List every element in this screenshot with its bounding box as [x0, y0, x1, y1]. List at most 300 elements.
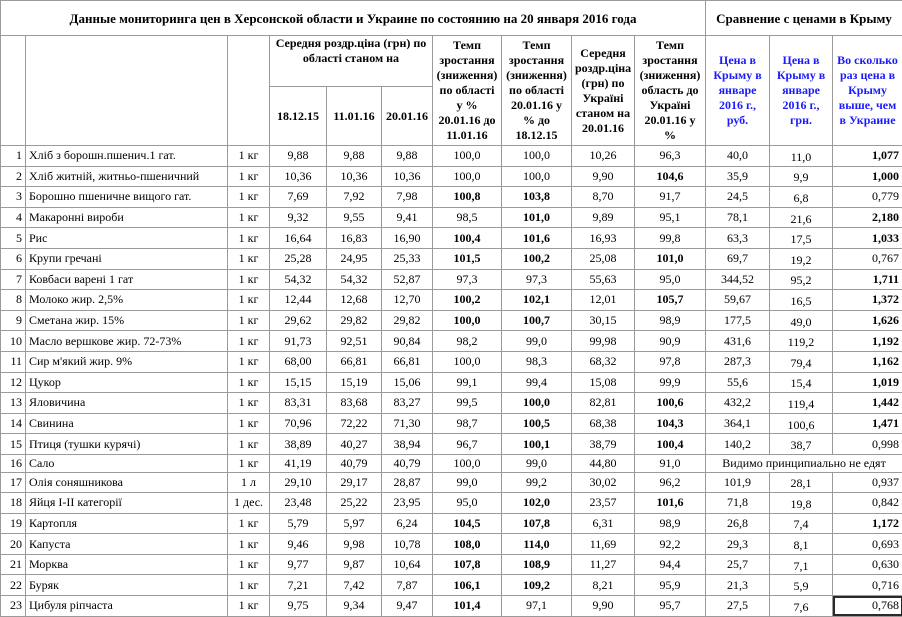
cell-growth-1101[interactable]: 108,0: [433, 534, 502, 555]
cell-growth-1101[interactable]: 100,8: [433, 187, 502, 208]
cell-crimea-rub[interactable]: 71,8: [706, 493, 770, 514]
cell-crimea-uah[interactable]: 16,5: [770, 290, 833, 311]
header-unit[interactable]: [228, 36, 270, 146]
cell-price-1812[interactable]: 38,89: [270, 434, 327, 455]
cell-price-2001[interactable]: 12,70: [382, 290, 433, 311]
cell-product-name[interactable]: Капуста: [26, 534, 228, 555]
header-num[interactable]: [1, 36, 26, 146]
cell-price-2001[interactable]: 9,88: [382, 146, 433, 167]
cell-crimea-rub[interactable]: 25,7: [706, 554, 770, 575]
cell-growth-1101[interactable]: 98,5: [433, 207, 502, 228]
cell-product-name[interactable]: Рис: [26, 228, 228, 249]
cell-growth-1812[interactable]: 100,1: [502, 434, 572, 455]
cell-crimea-uah[interactable]: 79,4: [770, 351, 833, 372]
cell-growth-ukraine[interactable]: 101,0: [635, 248, 706, 269]
cell-price-ukraine[interactable]: 9,90: [572, 166, 635, 187]
cell-price-2001[interactable]: 38,94: [382, 434, 433, 455]
cell-ratio[interactable]: 1,372: [833, 290, 902, 311]
cell-unit[interactable]: 1 кг: [228, 290, 270, 311]
cell-crimea-uah[interactable]: 119,4: [770, 393, 833, 414]
cell-price-ukraine[interactable]: 16,93: [572, 228, 635, 249]
cell-product-name[interactable]: Цибуля ріпчаста: [26, 596, 228, 617]
cell-price-ukraine[interactable]: 9,89: [572, 207, 635, 228]
cell-unit[interactable]: 1 кг: [228, 534, 270, 555]
header-crimea-rub[interactable]: Цена в Крыму в январе 2016 г., руб.: [706, 36, 770, 146]
cell-price-1101[interactable]: 9,98: [327, 534, 382, 555]
cell-growth-ukraine[interactable]: 101,6: [635, 493, 706, 514]
cell-growth-1812[interactable]: 100,5: [502, 413, 572, 434]
cell-growth-1812[interactable]: 109,2: [502, 575, 572, 596]
cell-price-2001[interactable]: 66,81: [382, 351, 433, 372]
cell-growth-ukraine[interactable]: 95,0: [635, 269, 706, 290]
cell-growth-ukraine[interactable]: 100,6: [635, 393, 706, 414]
cell-row-number[interactable]: 11: [1, 351, 26, 372]
header-avg-region[interactable]: Середня роздр.ціна (грн) по області станом на: [270, 36, 433, 87]
cell-ratio[interactable]: 0,767: [833, 248, 902, 269]
cell-crimea-uah[interactable]: 6,8: [770, 187, 833, 208]
cell-ratio[interactable]: 0,842: [833, 493, 902, 514]
cell-price-2001[interactable]: 52,87: [382, 269, 433, 290]
cell-growth-1101[interactable]: 99,1: [433, 372, 502, 393]
cell-price-1101[interactable]: 10,36: [327, 166, 382, 187]
cell-price-ukraine[interactable]: 11,27: [572, 554, 635, 575]
cell-price-2001[interactable]: 10,78: [382, 534, 433, 555]
cell-crimea-uah[interactable]: 100,6: [770, 413, 833, 434]
cell-growth-1812[interactable]: 101,0: [502, 207, 572, 228]
cell-growth-1101[interactable]: 104,5: [433, 513, 502, 534]
cell-price-1812[interactable]: 7,21: [270, 575, 327, 596]
cell-crimea-rub[interactable]: 69,7: [706, 248, 770, 269]
cell-growth-1812[interactable]: 114,0: [502, 534, 572, 555]
cell-ratio[interactable]: 1,033: [833, 228, 902, 249]
cell-price-1101[interactable]: 16,83: [327, 228, 382, 249]
cell-growth-ukraine[interactable]: 95,1: [635, 207, 706, 228]
cell-unit[interactable]: 1 кг: [228, 596, 270, 617]
cell-ratio[interactable]: 0,693: [833, 534, 902, 555]
cell-ratio[interactable]: 1,471: [833, 413, 902, 434]
cell-row-number[interactable]: 20: [1, 534, 26, 555]
cell-crimea-rub[interactable]: 364,1: [706, 413, 770, 434]
cell-price-1101[interactable]: 40,27: [327, 434, 382, 455]
cell-price-1812[interactable]: 23,48: [270, 493, 327, 514]
cell-growth-1812[interactable]: 97,1: [502, 596, 572, 617]
crimea-title[interactable]: Сравнение с ценами в Крыму: [706, 1, 902, 36]
salo-note[interactable]: Видимо принципиально не едят: [706, 454, 902, 472]
cell-growth-1812[interactable]: 100,0: [502, 166, 572, 187]
cell-price-2001[interactable]: 9,41: [382, 207, 433, 228]
cell-price-2001[interactable]: 16,90: [382, 228, 433, 249]
cell-price-2001[interactable]: 28,87: [382, 472, 433, 493]
cell-price-1812[interactable]: 41,19: [270, 454, 327, 472]
table-title[interactable]: Данные мониторинга цен в Херсонской области и Украине по состоянию на 20 января 2016 года: [1, 1, 706, 36]
header-growth-ukraine[interactable]: Темп зростання (зниження) область до Україні 20.01.16 у %: [635, 36, 706, 146]
cell-growth-1812[interactable]: 100,7: [502, 310, 572, 331]
cell-crimea-uah[interactable]: 95,2: [770, 269, 833, 290]
cell-price-1812[interactable]: 29,62: [270, 310, 327, 331]
cell-growth-ukraine[interactable]: 92,2: [635, 534, 706, 555]
cell-unit[interactable]: 1 кг: [228, 248, 270, 269]
cell-growth-1812[interactable]: 107,8: [502, 513, 572, 534]
cell-growth-ukraine[interactable]: 96,3: [635, 146, 706, 167]
cell-price-2001[interactable]: 71,30: [382, 413, 433, 434]
cell-growth-1101[interactable]: 96,7: [433, 434, 502, 455]
cell-price-ukraine[interactable]: 15,08: [572, 372, 635, 393]
cell-price-1812[interactable]: 16,64: [270, 228, 327, 249]
cell-price-2001[interactable]: 7,98: [382, 187, 433, 208]
cell-price-1812[interactable]: 25,28: [270, 248, 327, 269]
cell-growth-1812[interactable]: 102,1: [502, 290, 572, 311]
cell-growth-1101[interactable]: 106,1: [433, 575, 502, 596]
cell-crimea-uah[interactable]: 7,1: [770, 554, 833, 575]
cell-unit[interactable]: 1 дес.: [228, 493, 270, 514]
cell-price-1101[interactable]: 9,87: [327, 554, 382, 575]
cell-price-1812[interactable]: 91,73: [270, 331, 327, 352]
header-date-2[interactable]: 11.01.16: [327, 87, 382, 146]
cell-crimea-rub[interactable]: 431,6: [706, 331, 770, 352]
cell-growth-1101[interactable]: 100,0: [433, 454, 502, 472]
cell-row-number[interactable]: 19: [1, 513, 26, 534]
cell-product-name[interactable]: Сир м'який жир. 9%: [26, 351, 228, 372]
cell-unit[interactable]: 1 кг: [228, 372, 270, 393]
cell-row-number[interactable]: 23: [1, 596, 26, 617]
cell-price-ukraine[interactable]: 99,98: [572, 331, 635, 352]
cell-unit[interactable]: 1 кг: [228, 554, 270, 575]
cell-price-ukraine[interactable]: 68,32: [572, 351, 635, 372]
cell-unit[interactable]: 1 кг: [228, 228, 270, 249]
cell-crimea-rub[interactable]: 21,3: [706, 575, 770, 596]
cell-price-2001[interactable]: 6,24: [382, 513, 433, 534]
cell-growth-1101[interactable]: 95,0: [433, 493, 502, 514]
cell-crimea-uah[interactable]: 17,5: [770, 228, 833, 249]
cell-product-name[interactable]: Хліб з борошн.пшенич.1 гат.: [26, 146, 228, 167]
cell-growth-ukraine[interactable]: 98,9: [635, 513, 706, 534]
cell-crimea-uah[interactable]: 5,9: [770, 575, 833, 596]
cell-price-2001[interactable]: 29,82: [382, 310, 433, 331]
cell-growth-1812[interactable]: 102,0: [502, 493, 572, 514]
cell-unit[interactable]: 1 кг: [228, 207, 270, 228]
cell-ratio[interactable]: 1,000: [833, 166, 902, 187]
cell-unit[interactable]: 1 кг: [228, 434, 270, 455]
cell-growth-1101[interactable]: 100,4: [433, 228, 502, 249]
cell-price-1101[interactable]: 7,92: [327, 187, 382, 208]
cell-product-name[interactable]: Хліб житній, житньо-пшеничний: [26, 166, 228, 187]
cell-price-ukraine[interactable]: 8,70: [572, 187, 635, 208]
cell-price-ukraine[interactable]: 11,69: [572, 534, 635, 555]
cell-price-1101[interactable]: 12,68: [327, 290, 382, 311]
cell-row-number[interactable]: 21: [1, 554, 26, 575]
cell-growth-1101[interactable]: 98,2: [433, 331, 502, 352]
cell-growth-1812[interactable]: 108,9: [502, 554, 572, 575]
cell-growth-ukraine[interactable]: 91,0: [635, 454, 706, 472]
cell-price-1101[interactable]: 9,88: [327, 146, 382, 167]
cell-price-1101[interactable]: 54,32: [327, 269, 382, 290]
cell-ratio[interactable]: 0,768: [833, 596, 902, 617]
cell-unit[interactable]: 1 кг: [228, 393, 270, 414]
cell-product-name[interactable]: Картопля: [26, 513, 228, 534]
cell-crimea-uah[interactable]: 15,4: [770, 372, 833, 393]
cell-price-ukraine[interactable]: 25,08: [572, 248, 635, 269]
cell-row-number[interactable]: 17: [1, 472, 26, 493]
cell-price-1812[interactable]: 9,77: [270, 554, 327, 575]
cell-crimea-uah[interactable]: 38,7: [770, 434, 833, 455]
cell-crimea-rub[interactable]: 78,1: [706, 207, 770, 228]
cell-growth-ukraine[interactable]: 99,8: [635, 228, 706, 249]
cell-growth-ukraine[interactable]: 95,9: [635, 575, 706, 596]
cell-price-1812[interactable]: 83,31: [270, 393, 327, 414]
header-crimea-uah[interactable]: Цена в Крыму в январе 2016 г., грн.: [770, 36, 833, 146]
cell-growth-1101[interactable]: 100,0: [433, 310, 502, 331]
cell-product-name[interactable]: Олія соняшникова: [26, 472, 228, 493]
cell-price-1101[interactable]: 72,22: [327, 413, 382, 434]
cell-price-1812[interactable]: 29,10: [270, 472, 327, 493]
cell-crimea-uah[interactable]: 8,1: [770, 534, 833, 555]
cell-crimea-uah[interactable]: 7,4: [770, 513, 833, 534]
cell-product-name[interactable]: Яйця I-II категорії: [26, 493, 228, 514]
cell-price-1101[interactable]: 29,82: [327, 310, 382, 331]
cell-growth-1812[interactable]: 100,2: [502, 248, 572, 269]
cell-crimea-uah[interactable]: 28,1: [770, 472, 833, 493]
cell-price-2001[interactable]: 83,27: [382, 393, 433, 414]
cell-growth-ukraine[interactable]: 104,3: [635, 413, 706, 434]
cell-growth-1101[interactable]: 100,0: [433, 146, 502, 167]
cell-crimea-rub[interactable]: 140,2: [706, 434, 770, 455]
cell-ratio[interactable]: 0,716: [833, 575, 902, 596]
cell-crimea-uah[interactable]: 7,6: [770, 596, 833, 617]
cell-crimea-rub[interactable]: 40,0: [706, 146, 770, 167]
cell-row-number[interactable]: 13: [1, 393, 26, 414]
cell-growth-ukraine[interactable]: 91,7: [635, 187, 706, 208]
cell-growth-1101[interactable]: 99,5: [433, 393, 502, 414]
cell-growth-ukraine[interactable]: 105,7: [635, 290, 706, 311]
cell-price-ukraine[interactable]: 8,21: [572, 575, 635, 596]
cell-price-2001[interactable]: 90,84: [382, 331, 433, 352]
header-name[interactable]: [26, 36, 228, 146]
cell-product-name[interactable]: Свинина: [26, 413, 228, 434]
cell-unit[interactable]: 1 кг: [228, 351, 270, 372]
cell-ratio[interactable]: 1,172: [833, 513, 902, 534]
cell-growth-ukraine[interactable]: 99,9: [635, 372, 706, 393]
cell-crimea-rub[interactable]: 35,9: [706, 166, 770, 187]
cell-price-ukraine[interactable]: 38,79: [572, 434, 635, 455]
cell-product-name[interactable]: Птиця (тушки курячі): [26, 434, 228, 455]
cell-growth-1101[interactable]: 100,2: [433, 290, 502, 311]
cell-row-number[interactable]: 15: [1, 434, 26, 455]
cell-product-name[interactable]: Сметана жир. 15%: [26, 310, 228, 331]
cell-price-2001[interactable]: 10,64: [382, 554, 433, 575]
cell-growth-1101[interactable]: 97,3: [433, 269, 502, 290]
cell-product-name[interactable]: Сало: [26, 454, 228, 472]
cell-crimea-rub[interactable]: 101,9: [706, 472, 770, 493]
cell-crimea-rub[interactable]: 26,8: [706, 513, 770, 534]
cell-price-1101[interactable]: 24,95: [327, 248, 382, 269]
cell-product-name[interactable]: Масло вершкове жир. 72-73%: [26, 331, 228, 352]
cell-growth-1101[interactable]: 98,7: [433, 413, 502, 434]
cell-growth-1812[interactable]: 103,8: [502, 187, 572, 208]
cell-product-name[interactable]: Буряк: [26, 575, 228, 596]
cell-row-number[interactable]: 18: [1, 493, 26, 514]
cell-price-2001[interactable]: 7,87: [382, 575, 433, 596]
cell-growth-1812[interactable]: 99,0: [502, 454, 572, 472]
cell-growth-1101[interactable]: 101,4: [433, 596, 502, 617]
cell-price-ukraine[interactable]: 68,38: [572, 413, 635, 434]
cell-product-name[interactable]: Борошно пшеничне вищого гат.: [26, 187, 228, 208]
cell-growth-1812[interactable]: 99,2: [502, 472, 572, 493]
cell-crimea-uah[interactable]: 11,0: [770, 146, 833, 167]
cell-ratio[interactable]: 1,019: [833, 372, 902, 393]
header-growth-region-1812[interactable]: Темп зростання (зниження) по області 20.01.16 у % до 18.12.15: [502, 36, 572, 146]
cell-ratio[interactable]: 0,937: [833, 472, 902, 493]
cell-price-2001[interactable]: 15,06: [382, 372, 433, 393]
cell-price-1101[interactable]: 25,22: [327, 493, 382, 514]
cell-crimea-rub[interactable]: 59,67: [706, 290, 770, 311]
cell-crimea-rub[interactable]: 24,5: [706, 187, 770, 208]
cell-row-number[interactable]: 6: [1, 248, 26, 269]
cell-unit[interactable]: 1 кг: [228, 413, 270, 434]
cell-product-name[interactable]: Макаронні вироби: [26, 207, 228, 228]
cell-row-number[interactable]: 14: [1, 413, 26, 434]
cell-growth-1812[interactable]: 99,4: [502, 372, 572, 393]
cell-crimea-rub[interactable]: 287,3: [706, 351, 770, 372]
cell-price-ukraine[interactable]: 55,63: [572, 269, 635, 290]
cell-price-1812[interactable]: 9,88: [270, 146, 327, 167]
cell-row-number[interactable]: 8: [1, 290, 26, 311]
cell-crimea-uah[interactable]: 19,8: [770, 493, 833, 514]
cell-crimea-uah[interactable]: 49,0: [770, 310, 833, 331]
cell-product-name[interactable]: Крупи гречані: [26, 248, 228, 269]
header-date-1[interactable]: 18.12.15: [270, 87, 327, 146]
cell-price-2001[interactable]: 9,47: [382, 596, 433, 617]
cell-price-ukraine[interactable]: 12,01: [572, 290, 635, 311]
cell-unit[interactable]: 1 кг: [228, 331, 270, 352]
cell-growth-ukraine[interactable]: 97,8: [635, 351, 706, 372]
cell-unit[interactable]: 1 кг: [228, 575, 270, 596]
cell-price-1812[interactable]: 9,75: [270, 596, 327, 617]
cell-price-1101[interactable]: 29,17: [327, 472, 382, 493]
cell-price-1101[interactable]: 7,42: [327, 575, 382, 596]
cell-unit[interactable]: 1 л: [228, 472, 270, 493]
cell-row-number[interactable]: 5: [1, 228, 26, 249]
cell-price-1812[interactable]: 15,15: [270, 372, 327, 393]
cell-growth-1101[interactable]: 101,5: [433, 248, 502, 269]
cell-price-ukraine[interactable]: 44,80: [572, 454, 635, 472]
cell-unit[interactable]: 1 кг: [228, 269, 270, 290]
cell-price-1812[interactable]: 68,00: [270, 351, 327, 372]
cell-ratio[interactable]: 1,192: [833, 331, 902, 352]
cell-crimea-rub[interactable]: 55,6: [706, 372, 770, 393]
cell-growth-1812[interactable]: 101,6: [502, 228, 572, 249]
cell-unit[interactable]: 1 кг: [228, 310, 270, 331]
cell-crimea-uah[interactable]: 21,6: [770, 207, 833, 228]
cell-price-ukraine[interactable]: 9,90: [572, 596, 635, 617]
cell-price-2001[interactable]: 23,95: [382, 493, 433, 514]
cell-product-name[interactable]: Молоко жир. 2,5%: [26, 290, 228, 311]
cell-row-number[interactable]: 9: [1, 310, 26, 331]
cell-price-1812[interactable]: 54,32: [270, 269, 327, 290]
cell-ratio[interactable]: 1,442: [833, 393, 902, 414]
cell-ratio[interactable]: 0,630: [833, 554, 902, 575]
cell-crimea-uah[interactable]: 119,2: [770, 331, 833, 352]
cell-price-1101[interactable]: 9,34: [327, 596, 382, 617]
cell-growth-1101[interactable]: 99,0: [433, 472, 502, 493]
cell-row-number[interactable]: 7: [1, 269, 26, 290]
cell-growth-ukraine[interactable]: 98,9: [635, 310, 706, 331]
cell-ratio[interactable]: 0,779: [833, 187, 902, 208]
cell-unit[interactable]: 1 кг: [228, 146, 270, 167]
cell-ratio[interactable]: 1,711: [833, 269, 902, 290]
cell-growth-ukraine[interactable]: 100,4: [635, 434, 706, 455]
cell-price-1101[interactable]: 92,51: [327, 331, 382, 352]
cell-price-2001[interactable]: 40,79: [382, 454, 433, 472]
cell-unit[interactable]: 1 кг: [228, 187, 270, 208]
cell-growth-1101[interactable]: 107,8: [433, 554, 502, 575]
cell-price-1101[interactable]: 15,19: [327, 372, 382, 393]
cell-growth-1812[interactable]: 100,0: [502, 146, 572, 167]
cell-growth-ukraine[interactable]: 104,6: [635, 166, 706, 187]
cell-ratio[interactable]: 0,998: [833, 434, 902, 455]
cell-crimea-rub[interactable]: 29,3: [706, 534, 770, 555]
cell-price-1101[interactable]: 66,81: [327, 351, 382, 372]
cell-product-name[interactable]: Цукор: [26, 372, 228, 393]
cell-crimea-uah[interactable]: 9,9: [770, 166, 833, 187]
cell-price-1812[interactable]: 10,36: [270, 166, 327, 187]
cell-crimea-rub[interactable]: 177,5: [706, 310, 770, 331]
cell-ratio[interactable]: 1,626: [833, 310, 902, 331]
header-date-3[interactable]: 20.01.16: [382, 87, 433, 146]
cell-row-number[interactable]: 16: [1, 454, 26, 472]
cell-price-2001[interactable]: 10,36: [382, 166, 433, 187]
cell-price-ukraine[interactable]: 23,57: [572, 493, 635, 514]
header-ratio[interactable]: Во сколько раз цена в Крыму выше, чем в Украине: [833, 36, 902, 146]
cell-price-1812[interactable]: 9,46: [270, 534, 327, 555]
cell-unit[interactable]: 1 кг: [228, 513, 270, 534]
cell-price-ukraine[interactable]: 10,26: [572, 146, 635, 167]
cell-price-ukraine[interactable]: 6,31: [572, 513, 635, 534]
cell-unit[interactable]: 1 кг: [228, 454, 270, 472]
cell-product-name[interactable]: Морква: [26, 554, 228, 575]
cell-price-1101[interactable]: 5,97: [327, 513, 382, 534]
header-avg-ukraine[interactable]: Середня роздр.ціна (грн) по Україні станом на 20.01.16: [572, 36, 635, 146]
cell-growth-1812[interactable]: 99,0: [502, 331, 572, 352]
cell-growth-ukraine[interactable]: 95,7: [635, 596, 706, 617]
cell-price-ukraine[interactable]: 30,02: [572, 472, 635, 493]
cell-product-name[interactable]: Ковбаси варені 1 гат: [26, 269, 228, 290]
cell-ratio[interactable]: 1,077: [833, 146, 902, 167]
cell-price-1101[interactable]: 40,79: [327, 454, 382, 472]
cell-growth-ukraine[interactable]: 94,4: [635, 554, 706, 575]
cell-price-1812[interactable]: 5,79: [270, 513, 327, 534]
cell-growth-1101[interactable]: 100,0: [433, 351, 502, 372]
cell-row-number[interactable]: 10: [1, 331, 26, 352]
cell-row-number[interactable]: 12: [1, 372, 26, 393]
header-growth-region-1101[interactable]: Темп зростання (зниження) по області у % 20.01.16 до 11.01.16: [433, 36, 502, 146]
cell-price-2001[interactable]: 25,33: [382, 248, 433, 269]
cell-price-1812[interactable]: 9,32: [270, 207, 327, 228]
cell-product-name[interactable]: Яловичина: [26, 393, 228, 414]
cell-price-1812[interactable]: 70,96: [270, 413, 327, 434]
cell-crimea-uah[interactable]: 19,2: [770, 248, 833, 269]
cell-row-number[interactable]: 22: [1, 575, 26, 596]
cell-price-ukraine[interactable]: 82,81: [572, 393, 635, 414]
cell-price-1812[interactable]: 7,69: [270, 187, 327, 208]
cell-crimea-rub[interactable]: 344,52: [706, 269, 770, 290]
cell-growth-ukraine[interactable]: 96,2: [635, 472, 706, 493]
cell-unit[interactable]: 1 кг: [228, 166, 270, 187]
cell-ratio[interactable]: 2,180: [833, 207, 902, 228]
cell-price-1812[interactable]: 12,44: [270, 290, 327, 311]
cell-growth-1812[interactable]: 98,3: [502, 351, 572, 372]
cell-row-number[interactable]: 2: [1, 166, 26, 187]
cell-price-1101[interactable]: 9,55: [327, 207, 382, 228]
